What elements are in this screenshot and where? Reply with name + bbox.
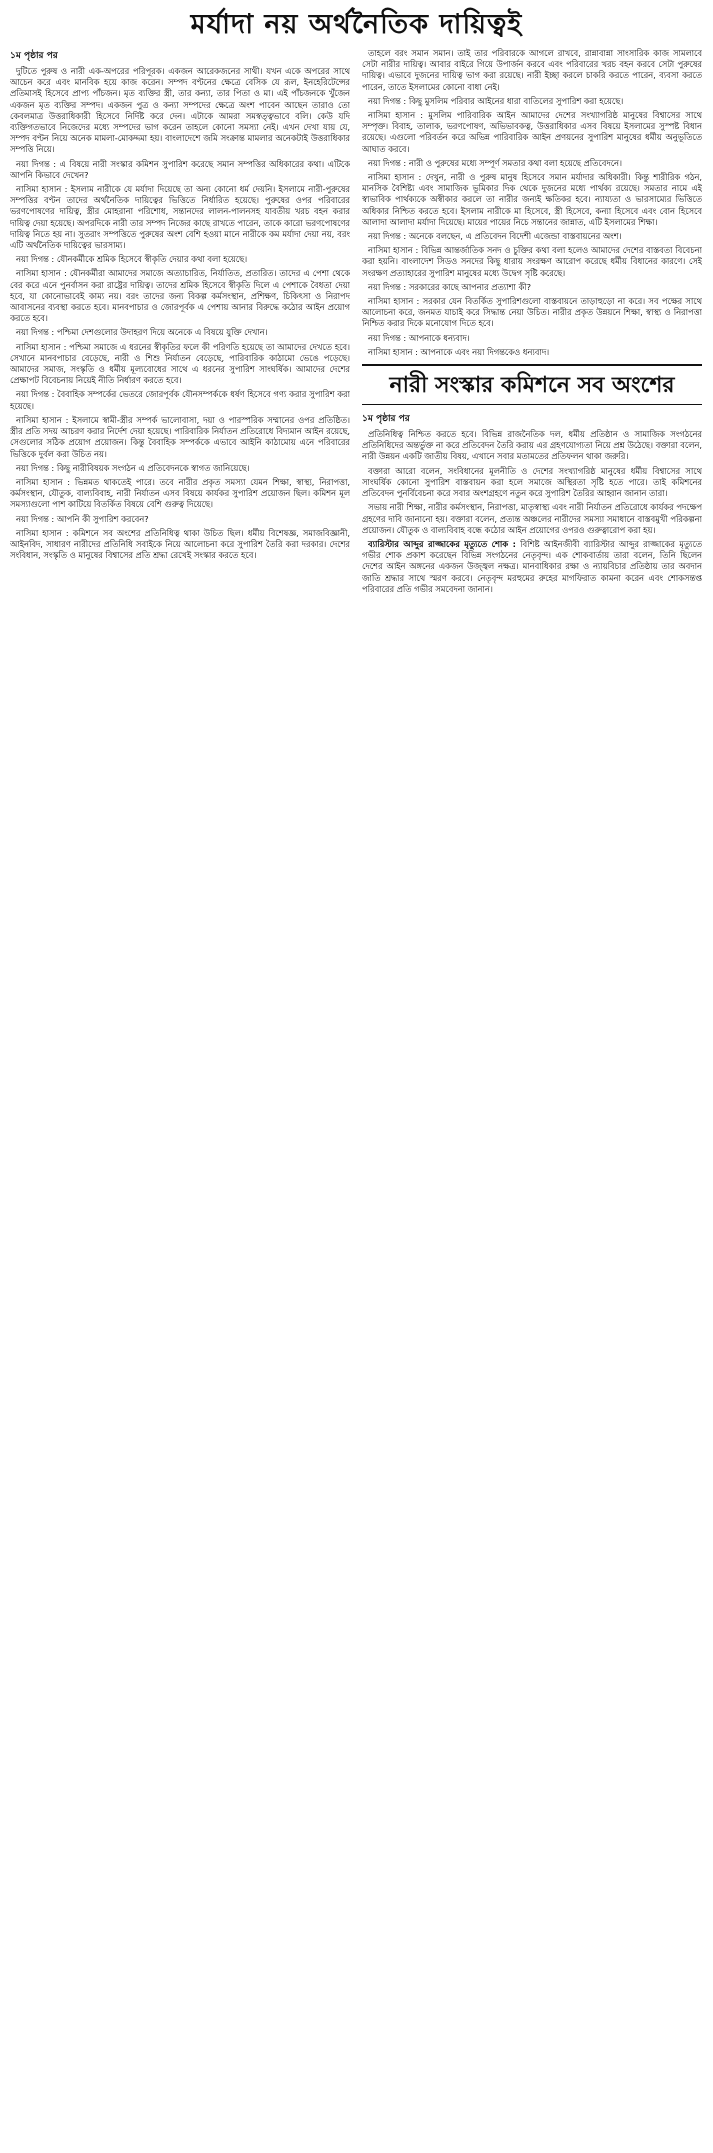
speaker-label: নয়া দিগন্ত : <box>368 231 407 242</box>
paragraph-text: কমিশনে সব অংশের প্রতিনিধিত্ব থাকা উচিত ছিল। ধর্মীয় বিশেষজ্ঞ, সমাজবিজ্ঞানী, আইনবিদ, সাধারণ নারীদের প্রতিনিধি সবাইকে নিয়ে আলোচনা করে সুপারিশ তৈরি করা দরকার। দেশের সংবিধান, সংস্কৃতি ও মানুষের বিশ্বাসের প্রতি শ্রদ্ধা রেখেই সংস্কার করতে হবে। <box>10 527 350 561</box>
speaker-label: নয়া দিগন্ত : <box>16 389 55 400</box>
paragraph-text: বিভিন্ন আন্তর্জাতিক সনদ ও চুক্তির কথা বলা হলেও আমাদের দেশের বাস্তবতা বিবেচনা করা হয়নি। বাংলাদেশ সিডও সনদের কিছু ধারায় সংরক্ষণ আরোপ করেছে ধর্মীয় বিধানের কারণে। সেই সংরক্ষণ প্রত্যাহারের সুপারিশ মানুষের মধ্যে উদ্বেগ সৃষ্টি করেছে। <box>362 245 702 278</box>
speaker-label: নাসিমা হাসান : <box>368 245 419 256</box>
interview-paragraph <box>10 66 350 156</box>
interview-paragraph <box>10 514 350 525</box>
interview-paragraph <box>10 268 350 324</box>
paragraph-text: সরকারের কাছে আপনার প্রত্যাশা কী? <box>408 281 532 292</box>
article-paragraph: বক্তারা আরো বলেন, সংবিধানের মূলনীতি ও দেশের সংখ্যাগরিষ্ঠ মানুষের ধর্মীয় বিশ্বাসের সাথে সাংঘর্ষিক কোনো সুপারিশ বাস্তবায়ন করা হলে সমাজে অস্থিরতা সৃষ্টি হতে পারে। তাই কমিশনের প্রতিবেদন পুনর্বিবেচনা করে সবার অংশগ্রহণে নতুন করে সুপারিশ তৈরির আহ্বান জানান তারা। <box>362 465 702 499</box>
second-article-paragraphs <box>362 429 702 536</box>
interview-paragraph <box>10 184 350 251</box>
paragraph-text: আপনাকে ধন্যবাদ। <box>408 332 470 343</box>
paragraph-text: ইসলাম নারীকে যে মর্যাদা দিয়েছে তা অন্য কোনো ধর্ম দেয়নি। ইসলামে নারী-পুরুষের সম্পত্তির বণ্টন তাদের অর্থনৈতিক দায়িত্বের ভিত্তিতে নির্ধারিত হয়েছে। পুরুষের ওপর পরিবারের ভরণপোষণের দায়িত্ব, স্ত্রীর মোহরানা পরিশোধ, সন্তানদের লালন-পালনসহ যাবতীয় খরচ বহন করার দায়িত্ব দেয়া হয়েছে। অপরদিকে নারী তার সম্পদ নিজের কাছে রাখতে পারেন, তাকে কারো ভরণপোষণের দায়িত্ব নিতে হয় না। সুতরাং সম্পত্তিতে পুরুষের অংশ বেশি হওয়া মানে নারীকে কম মর্যাদা দেয়া নয়, বরং এটি অর্থনৈতিক দায়িত্বের ভারসাম্য। <box>10 184 350 251</box>
paragraph-text: বৈবাহিক সম্পর্কের ভেতরে জোরপূর্বক যৌনসম্পর্ককে ধর্ষণ হিসেবে গণ্য করার সুপারিশ করা হয়েছে। <box>10 389 350 411</box>
interview-paragraph <box>10 254 350 265</box>
speaker-label: নাসিমা হাসান : <box>16 414 69 425</box>
headline: মর্যাদা নয় অর্থনৈতিক দায়িত্বই <box>190 9 523 40</box>
interview-paragraph <box>10 159 350 181</box>
right-column <box>362 48 702 598</box>
interview-paragraph <box>10 477 350 511</box>
speaker-label: নয়া দিগন্ত : <box>16 462 55 473</box>
interview-paragraph <box>362 172 702 228</box>
speaker-label: নাসিমা হাসান : <box>368 110 424 121</box>
interview-paragraph <box>10 342 350 387</box>
speaker-label: নয়া দিগন্ত : <box>368 157 407 168</box>
interview-paragraph <box>362 96 702 107</box>
paragraph-text: এ বিষয়ে নারী সংস্কার কমিশন সুপারিশ করেছে সমান সম্পত্তির অধিকারের কথা। এটিকে আপনি কিভাবে দেখেন? <box>10 158 350 180</box>
paragraph-text: কিছু নারীবিষয়ক সংগঠন এ প্রতিবেদনকে স্বাগত জানিয়েছে। <box>56 462 250 473</box>
speaker-label: নয়া দিগন্ত : <box>368 281 407 292</box>
speaker-label: নয়া দিগন্ত : <box>16 327 55 338</box>
interview-paragraph <box>362 231 702 242</box>
interview-paragraph <box>10 389 350 411</box>
article-columns <box>10 48 703 598</box>
paragraph-text: পশ্চিমা দেশগুলোর উদাহরণ দিয়ে অনেকে এ বিষয়ে যুক্তি দেখান। <box>56 327 268 338</box>
paragraph-text: নারী ও পুরুষের মধ্যে সম্পূর্ণ সমতার কথা বলা হয়েছে প্রতিবেদনে। <box>408 157 622 168</box>
mourning-paragraph <box>362 539 702 595</box>
paragraph-text: সরকার যেন বিতর্কিত সুপারিশগুলো বাস্তবায়নে তাড়াহুড়ো না করে। সব পক্ষের সাথে আলোচনা করে, জনমত যাচাই করে সিদ্ধান্ত নেয়া উচিত। নারীর প্রকৃত উন্নয়নে শিক্ষা, স্বাস্থ্য ও নিরাপত্তা নিশ্চিত করার দিকে মনোযোগ দিতে হবে। <box>362 296 702 329</box>
interview-paragraph <box>362 48 702 93</box>
mourning-text: বিশিষ্ট আইনজীবী ব্যারিস্টার আব্দুর রাজ্জাকের মৃত্যুতে গভীর শোক প্রকাশ করেছেন বিভিন্ন সংগঠনের নেতৃবৃন্দ। এক শোকবার্তায় তারা বলেন, তিনি ছিলেন দেশের আইন অঙ্গনের একজন উজ্জ্বল নক্ষত্র। মানবাধিকার রক্ষা ও ন্যায়বিচার প্রতিষ্ঠায় তার অবদান জাতি শ্রদ্ধার সাথে স্মরণ করবে। নেতৃবৃন্দ মরহুমের রুহের মাগফিরাত কামনা করেন এবং শোকসন্তপ্ত পরিবারের প্রতি গভীর সমবেদনা জানান। <box>362 538 702 594</box>
paragraph-text: ভিন্নমত থাকতেই পারে। তবে নারীর প্রকৃত সমস্যা যেমন শিক্ষা, স্বাস্থ্য, নিরাপত্তা, কর্মসংস্থান, যৌতুক, বাল্যবিবাহ, নারী নির্যাতন এসব বিষয়ে কার্যকর সুপারিশ প্রয়োজন ছিল। কমিশন মূল সমস্যাগুলো পাশ কাটিয়ে বিতর্কিত বিষয়ে বেশি গুরুত্ব দিয়েছে। <box>10 476 350 510</box>
second-article-continued-label: ১ম পৃষ্ঠার পর <box>362 414 410 425</box>
article-paragraph: সভায় নারী শিক্ষা, নারীর কর্মসংস্থান, নিরাপত্তা, মাতৃস্বাস্থ্য এবং নারী নির্যাতন প্রতিরোধে কার্যকর পদক্ষেপ গ্রহণের দাবি জানানো হয়। বক্তারা বলেন, প্রত্যন্ত অঞ্চলের নারীদের সমস্যা সমাধানে বাস্তবমুখী পরিকল্পনা প্রয়োজন। যৌতুক ও বাল্যবিবাহ বন্ধে কঠোর আইন প্রয়োগের ওপরও গুরুত্বারোপ করা হয়। <box>362 502 702 535</box>
paragraph-text: যৌনকর্মীকে শ্রমিক হিসেবে স্বীকৃতি দেয়ার কথা বলা হয়েছে। <box>56 254 248 265</box>
interview-paragraph <box>362 296 702 330</box>
paragraph-text: অনেকে বলছেন, এ প্রতিবেদন বিদেশী এজেন্ডা বাস্তবায়নের অংশ। <box>408 231 622 242</box>
continued-from-label: ১ম পৃষ্ঠার পর <box>10 51 58 61</box>
interview-paragraph <box>362 333 702 344</box>
paragraph-text: কিছু মুসলিম পরিবার আইনের ধারা বাতিলের সুপারিশ করা হয়েছে। <box>408 95 624 106</box>
interview-paragraph <box>362 347 702 358</box>
interview-paragraph <box>362 282 702 293</box>
paragraph-text: আপনি কী সুপারিশ করবেন? <box>56 513 149 524</box>
speaker-label: নয়া দিগন্ত : <box>368 332 407 343</box>
interview-paragraph <box>362 245 702 279</box>
speaker-label: নাসিমা হাসান : <box>16 527 69 538</box>
speaker-label: নাসিমা হাসান : <box>16 341 67 352</box>
speaker-label: নাসিমা হাসান : <box>368 172 422 183</box>
interview-paragraph <box>10 327 350 338</box>
paragraph-text: তাহলে বরং সমান সমান। তাই তার পরিবারকে আগলে রাখবে, রান্নাবান্না সাংসারিক কাজ সামলাবে সেটা নারীর দায়িত্ব। আবার বাইরে গিয়ে উপার্জন করবে এবং পরিবারের খরচ বহন করবে সেটা পুরুষের দায়িত্ব। এভাবে দুজনের দায়িত্ব ভাগ করা রয়েছে। নারী ইচ্ছা করলে চাকরি করতে পারেন, ব্যবসা করতে পারেন, তাতে ইসলামের কোনো বাধা নেই। <box>362 48 702 92</box>
speaker-label: নয়া দিগন্ত : <box>16 158 56 169</box>
speaker-label: নাসিমা হাসান : <box>16 268 67 279</box>
paragraph-text: দেখুন, নারী ও পুরুষ মানুষ হিসেবে সমান মর্যাদার অধিকারী। কিন্তু শারীরিক গঠন, মানসিক বৈশিষ্ট্য এবং সামাজিক ভূমিকার দিক থেকে দুজনের মধ্যে পার্থক্য রয়েছে। সমতার নামে এই স্বাভাবিক পার্থক্যকে অস্বীকার করলে তা নারীর জন্যই ক্ষতিকর হবে। ন্যায্যতা ও ভারসাম্যের ভিত্তিতে অধিকার নিশ্চিত করতে হবে। ইসলাম নারীকে মা হিসেবে, স্ত্রী হিসেবে, কন্যা হিসেবে এবং বোন হিসেবে আলাদা আলাদা মর্যাদা দিয়েছে। মায়ের পায়ের নিচে সন্তানের জান্নাত, এটি ইসলামের শিক্ষা। <box>362 172 702 227</box>
paragraph-text: যৌনকর্মীরা আমাদের সমাজে অত্যাচারিত, নির্যাতিত, প্রতারিত। তাদের এ পেশা থেকে বের করে এনে পুনর্বাসন করা রাষ্ট্রের দায়িত্ব। তাদের শ্রমিক হিসেবে স্বীকৃতি দিলে এ পেশাকে বৈধতা দেয়া হবে, যা কোনোভাবেই কাম্য নয়। বরং তাদের জন্য বিকল্প কর্মসংস্থান, প্রশিক্ষণ, চিকিৎসা ও নিরাপদ আবাসনের ব্যবস্থা করতে হবে। মানবপাচার ও জোরপূর্বক এ পেশায় আনার বিরুদ্ধে কঠোর আইন প্রয়োগ করতে হবে। <box>10 268 350 324</box>
speaker-label: নাসিমা হাসান : <box>16 184 68 195</box>
paragraph-text: ইসলামে স্বামী-স্ত্রীর সম্পর্ক ভালোবাসা, দয়া ও পারস্পরিক সম্মানের ওপর প্রতিষ্ঠিত। স্ত্রীর প্রতি সদয় আচরণ করার নির্দেশ দেয়া হয়েছে। পারিবারিক নির্যাতন প্রতিরোধে বিদ্যমান আইন রয়েছে, সেগুলোর সঠিক প্রয়োগ প্রয়োজন। কিন্তু বৈবাহিক সম্পর্ককে এভাবে আইনি কাঠামোয় এনে পরিবারের ভিত্তিকে দুর্বল করা উচিত নয়। <box>10 414 350 459</box>
left-column <box>10 48 350 598</box>
left-column-paragraphs <box>10 66 350 561</box>
speaker-label: নাসিমা হাসান : <box>368 296 420 307</box>
paragraph-text: পশ্চিমা সমাজে এ ধরনের স্বীকৃতির ফলে কী পরিণতি হয়েছে তা আমাদের দেখতে হবে। সেখানে মানবপাচার বেড়েছে, নারী ও শিশু নির্যাতন বেড়েছে, পারিবারিক কাঠামো ভেঙে পড়েছে। আমাদের সমাজ, সংস্কৃতি ও ধর্মীয় মূল্যবোধের সাথে এ ধরনের সুপারিশ সাংঘর্ষিক। আমাদের দেশের প্রেক্ষাপট বিবেচনায় নিয়েই নীতি নির্ধারণ করতে হবে। <box>10 341 350 386</box>
interview-paragraph <box>10 463 350 474</box>
paragraph-text: দুটিতে পুরুষ ও নারী এক-অপরের পরিপূরক। একজন আরেকজনের সাথী। যখন একে অপরের সাথে আচেন করে এবং মানবিক হয়ে কাজ করেন। সম্পদ বণ্টনের ক্ষেত্রে বেসিক যে রূল, ইনহেরিটেন্সের প্রতিমাসই হিসেবে প্রাপ্য পাঁচজন। মৃত ব্যক্তির স্ত্রী, তার কন্যা, তার পিতা ও মা। এই পাঁচজনকে খুঁজেন একজন মৃত ব্যক্তির সম্পদ। একজন পুত্র ও কন্যা সম্পদের ক্ষেত্রে অংশ পাবেন আছেন তারাও তো কেবলমাত্র উত্তরাধিকারী হিসেবে নির্দিষ্ট করে দেন। এটাকে আমরা সমস্বত্ত্বভাবে বলি। কেউ যদি ব্যক্তিগতভাবে নিজেদের মধ্যে সম্পদের ভাগ করেন তাহলে কোনো সমস্যা নেই। এখন দেখা যায় যে, সম্পদ বণ্টন নিয়ে অনেক মামলা-মোকদ্দমা হয়। বাংলাদেশে জমি সংক্রান্ত মামলার অনেকটাই উত্তরাধিকার সম্পত্তি নিয়ে। <box>10 66 350 155</box>
speaker-label: নয়া দিগন্ত : <box>16 513 55 524</box>
interview-paragraph <box>10 415 350 460</box>
speaker-label: নয়া দিগন্ত : <box>16 254 55 265</box>
paragraph-text: আপনাকে এবং নয়া দিগন্তকেও ধন্যবাদ। <box>420 346 550 357</box>
paragraph-text: মুসলিম পারিবারিক আইন আমাদের দেশের সংখ্যাগরিষ্ঠ মানুষের বিশ্বাসের সাথে সম্পৃক্ত। বিবাহ, তালাক, ভরণপোষণ, অভিভাবকত্ব, উত্তরাধিকার এসব বিষয়ে ইসলামের সুস্পষ্ট বিধান রয়েছে। এগুলো পরিবর্তন করে অভিন্ন পারিবারিক আইন প্রণয়নের সুপারিশ মানুষের ধর্মীয় অনুভূতিতে আঘাত করবে। <box>362 110 702 154</box>
speaker-label: নয়া দিগন্ত : <box>368 95 407 106</box>
mourning-label: ব্যারিস্টার আব্দুর রাজ্জাকের মৃত্যুতে শোক : <box>368 538 516 549</box>
second-article-title: নারী সংস্কার কমিশনে সব অংশের <box>362 364 702 405</box>
interview-paragraph <box>362 158 702 169</box>
speaker-label: নাসিমা হাসান : <box>368 346 418 357</box>
speaker-label: নাসিমা হাসান : <box>16 476 71 487</box>
interview-paragraph <box>362 110 702 155</box>
article-paragraph: প্রতিনিধিত্ব নিশ্চিত করতে হবে। বিভিন্ন রাজনৈতিক দল, ধর্মীয় প্রতিষ্ঠান ও সামাজিক সংগঠনের প্রতিনিধিদের অন্তর্ভুক্ত না করে প্রতিবেদন তৈরি করায় এর গ্রহণযোগ্যতা নিয়ে প্রশ্ন উঠেছে। বক্তারা বলেন, নারী উন্নয়ন একটি জাতীয় বিষয়, এখানে সবার মতামতের প্রতিফলন থাকা জরুরি। <box>362 429 702 462</box>
interview-paragraph <box>10 528 350 562</box>
right-column-paragraphs <box>362 48 702 358</box>
